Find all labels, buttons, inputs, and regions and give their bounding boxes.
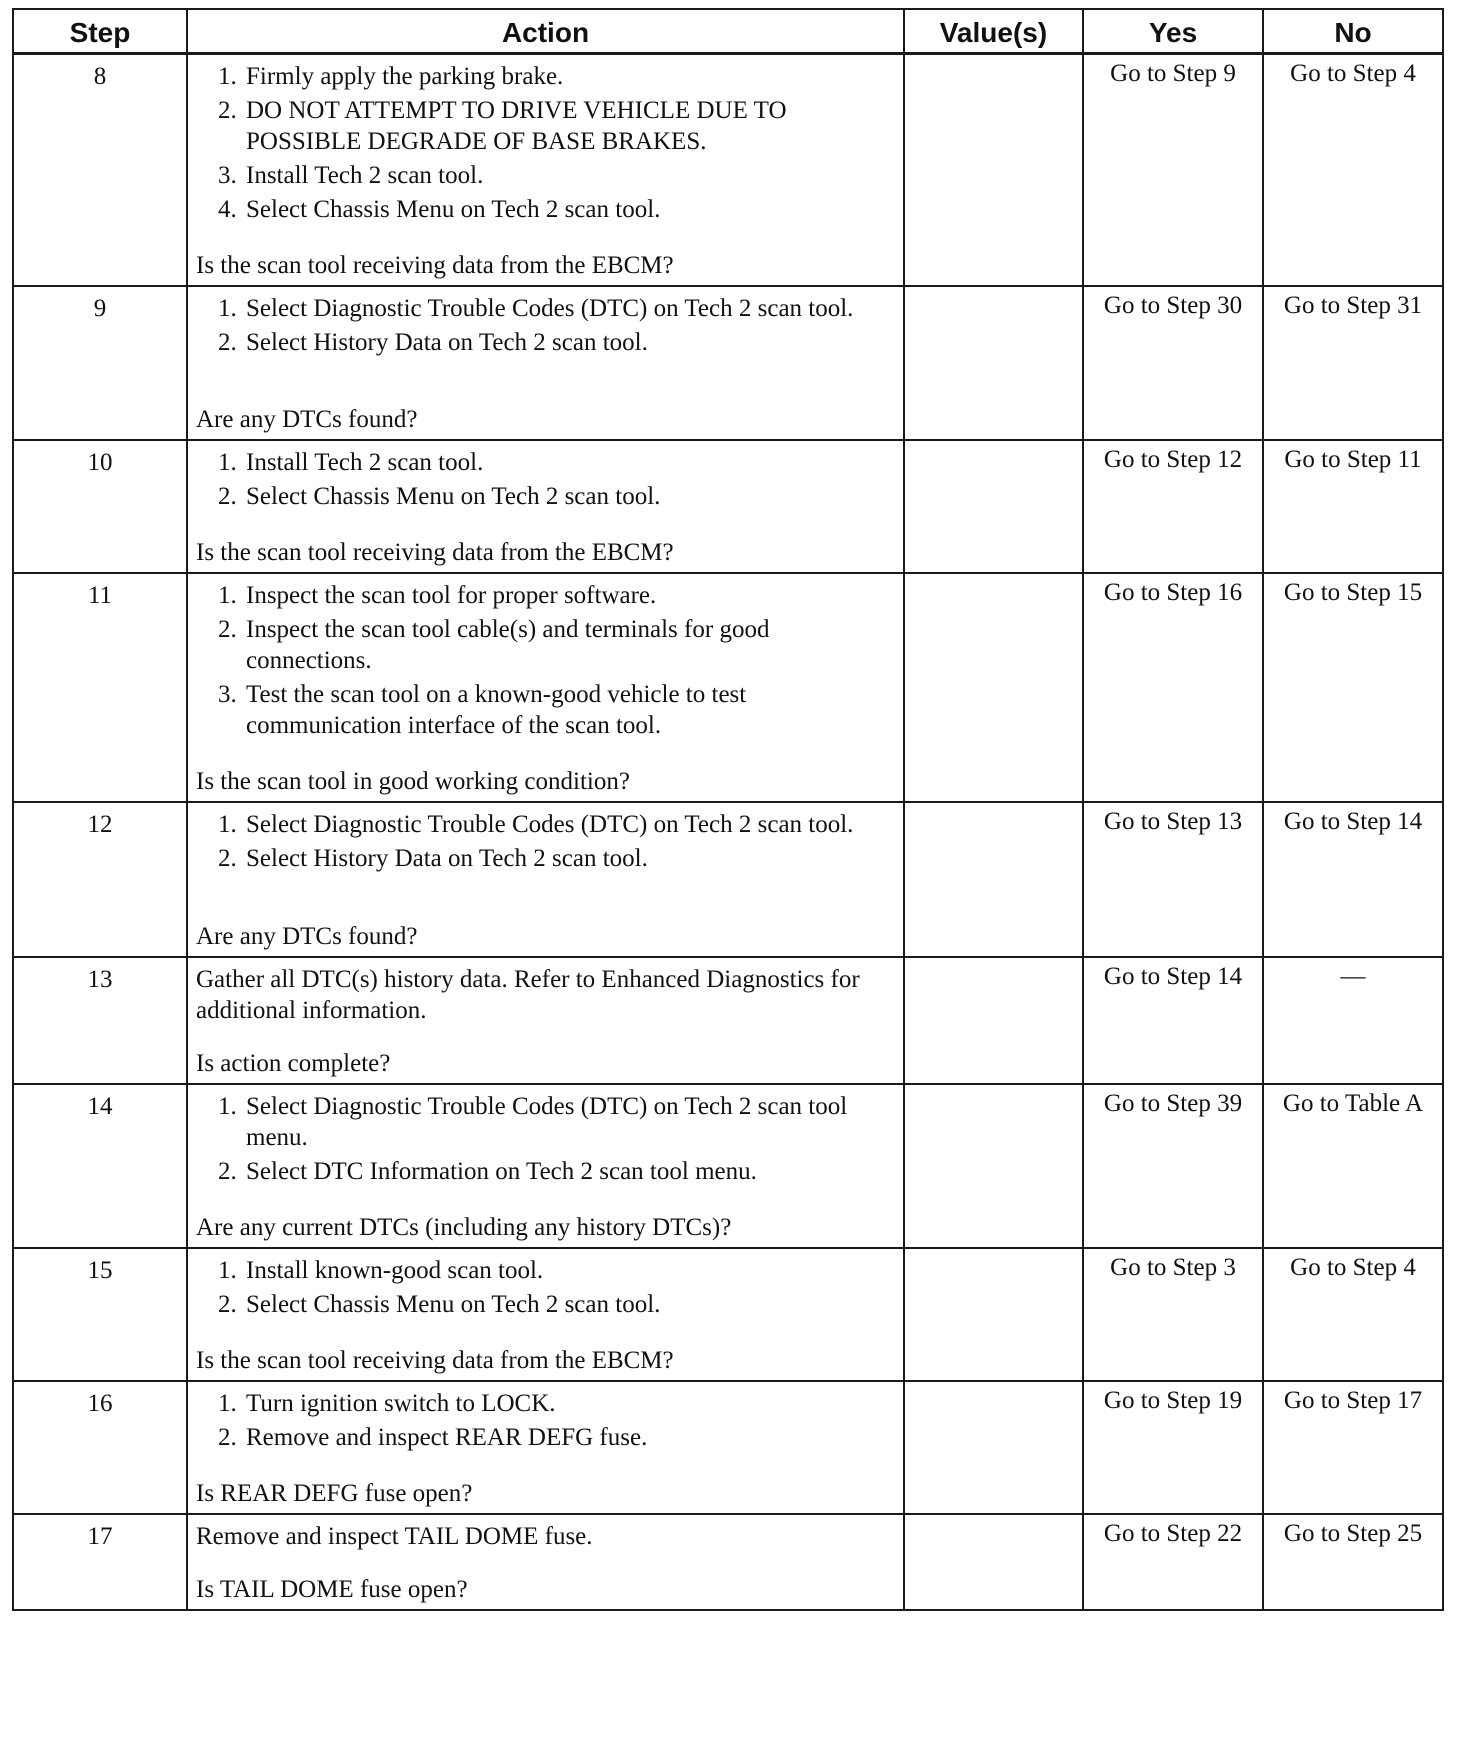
value-cell bbox=[904, 286, 1083, 440]
yes-cell: Go to Step 30 bbox=[1083, 286, 1263, 440]
table-row bbox=[13, 1248, 1443, 1381]
action-question: Are any DTCs found? bbox=[196, 406, 418, 433]
action-item-text: Inspect the scan tool for proper software. bbox=[246, 582, 657, 609]
action-cell bbox=[187, 957, 904, 1084]
action-item-text: Firmly apply the parking brake. bbox=[246, 63, 564, 90]
value-cell bbox=[904, 1248, 1083, 1381]
step-number: 14 bbox=[13, 1084, 187, 1248]
action-item-number: 2. bbox=[218, 845, 237, 872]
action-item-text: Select Diagnostic Trouble Codes (DTC) on Tech 2 scan tool menu. bbox=[246, 1093, 848, 1151]
action-question: Is the scan tool in good working condition? bbox=[196, 768, 630, 795]
action-item bbox=[218, 481, 895, 512]
action-question: Are any current DTCs (including any history DTCs)? bbox=[196, 1214, 732, 1241]
action-list bbox=[196, 809, 895, 877]
action-item-number: 1. bbox=[218, 449, 237, 476]
action-item-text: Select History Data on Tech 2 scan tool. bbox=[246, 329, 648, 356]
step-number: 13 bbox=[13, 957, 187, 1084]
value-cell bbox=[904, 573, 1083, 802]
action-cell bbox=[187, 286, 904, 440]
action-item bbox=[218, 1422, 895, 1453]
action-question: Is REAR DEFG fuse open? bbox=[196, 1480, 473, 1507]
no-cell: Go to Step 15 bbox=[1263, 573, 1443, 802]
step-number: 12 bbox=[13, 802, 187, 957]
action-item-text: Select Chassis Menu on Tech 2 scan tool. bbox=[246, 196, 661, 223]
table-row bbox=[13, 1381, 1443, 1514]
step-number: 8 bbox=[13, 54, 187, 287]
value-cell bbox=[904, 440, 1083, 573]
action-item bbox=[218, 447, 895, 478]
value-cell bbox=[904, 1514, 1083, 1610]
action-item-number: 2. bbox=[218, 616, 237, 643]
action-item-text: Select History Data on Tech 2 scan tool. bbox=[246, 845, 648, 872]
header-row bbox=[13, 9, 1443, 54]
action-list bbox=[196, 61, 895, 228]
action-cell bbox=[187, 1381, 904, 1514]
table-row bbox=[13, 957, 1443, 1084]
table-row bbox=[13, 54, 1443, 287]
value-cell bbox=[904, 1084, 1083, 1248]
action-cell bbox=[187, 573, 904, 802]
no-cell: — bbox=[1263, 957, 1443, 1084]
table-row bbox=[13, 286, 1443, 440]
action-item bbox=[218, 679, 895, 741]
action-item bbox=[218, 843, 895, 874]
no-cell: Go to Step 11 bbox=[1263, 440, 1443, 573]
action-item-number: 1. bbox=[218, 295, 237, 322]
table-row bbox=[13, 1084, 1443, 1248]
action-cell bbox=[187, 802, 904, 957]
table-row bbox=[13, 1514, 1443, 1610]
action-item-number: 2. bbox=[218, 1158, 237, 1185]
action-item bbox=[218, 1091, 895, 1153]
yes-cell: Go to Step 9 bbox=[1083, 54, 1263, 287]
action-cell bbox=[187, 1248, 904, 1381]
action-item-number: 2. bbox=[218, 329, 237, 356]
action-item bbox=[218, 1289, 895, 1320]
no-cell: Go to Step 31 bbox=[1263, 286, 1443, 440]
no-cell: Go to Step 4 bbox=[1263, 1248, 1443, 1381]
value-cell bbox=[904, 54, 1083, 287]
action-item bbox=[218, 194, 895, 225]
yes-cell: Go to Step 19 bbox=[1083, 1381, 1263, 1514]
action-item-number: 2. bbox=[218, 97, 237, 124]
action-cell bbox=[187, 440, 904, 573]
action-item-number: 1. bbox=[218, 811, 237, 838]
step-number: 16 bbox=[13, 1381, 187, 1514]
action-list bbox=[196, 1388, 895, 1456]
action-item-number: 1. bbox=[218, 63, 237, 90]
header-action: Action bbox=[187, 9, 904, 54]
action-item-text: Turn ignition switch to LOCK. bbox=[246, 1390, 556, 1417]
action-item-text: DO NOT ATTEMPT TO DRIVE VEHICLE DUE TO POSSIBLE DEGRADE OF BASE BRAKES. bbox=[246, 97, 787, 155]
table-row bbox=[13, 802, 1443, 957]
header-values: Value(s) bbox=[904, 9, 1083, 54]
action-item bbox=[218, 61, 895, 92]
action-question: Are any DTCs found? bbox=[196, 923, 418, 950]
no-cell: Go to Step 25 bbox=[1263, 1514, 1443, 1610]
action-item-text: Inspect the scan tool cable(s) and terminals for good connections. bbox=[246, 616, 770, 674]
action-item-text: Install known-good scan tool. bbox=[246, 1257, 544, 1284]
action-item-number: 2. bbox=[218, 1291, 237, 1318]
action-item bbox=[218, 95, 895, 157]
action-list bbox=[196, 580, 895, 744]
diagnostic-table bbox=[12, 8, 1444, 1611]
action-item-number: 1. bbox=[218, 1257, 237, 1284]
action-item bbox=[218, 327, 895, 358]
action-item bbox=[218, 614, 895, 676]
table-row bbox=[13, 440, 1443, 573]
no-cell: Go to Step 14 bbox=[1263, 802, 1443, 957]
no-cell: Go to Step 17 bbox=[1263, 1381, 1443, 1514]
action-question: Is the scan tool receiving data from the EBCM? bbox=[196, 1347, 674, 1374]
yes-cell: Go to Step 12 bbox=[1083, 440, 1263, 573]
value-cell bbox=[904, 802, 1083, 957]
action-item-number: 3. bbox=[218, 681, 237, 708]
action-item-number: 3. bbox=[218, 162, 237, 189]
step-number: 10 bbox=[13, 440, 187, 573]
no-cell: Go to Step 4 bbox=[1263, 54, 1443, 287]
action-question: Is the scan tool receiving data from the EBCM? bbox=[196, 539, 674, 566]
action-cell bbox=[187, 1514, 904, 1610]
action-cell bbox=[187, 54, 904, 287]
action-item-text: Install Tech 2 scan tool. bbox=[246, 162, 484, 189]
header-no: No bbox=[1263, 9, 1443, 54]
step-number: 9 bbox=[13, 286, 187, 440]
action-item-text: Install Tech 2 scan tool. bbox=[246, 449, 484, 476]
header-step: Step bbox=[13, 9, 187, 54]
action-item bbox=[218, 160, 895, 191]
action-item-text: Remove and inspect REAR DEFG fuse. bbox=[246, 1424, 648, 1451]
action-item-number: 2. bbox=[218, 1424, 237, 1451]
action-item-text: Select Diagnostic Trouble Codes (DTC) on Tech 2 scan tool. bbox=[246, 295, 854, 322]
action-item bbox=[218, 293, 895, 324]
header-yes: Yes bbox=[1083, 9, 1263, 54]
action-item-number: 4. bbox=[218, 196, 237, 223]
action-text: Remove and inspect TAIL DOME fuse. bbox=[196, 1523, 593, 1550]
action-question: Is action complete? bbox=[196, 1050, 391, 1077]
action-item bbox=[218, 1255, 895, 1286]
action-question: Is the scan tool receiving data from the EBCM? bbox=[196, 252, 674, 279]
yes-cell: Go to Step 13 bbox=[1083, 802, 1263, 957]
step-number: 17 bbox=[13, 1514, 187, 1610]
action-item-number: 1. bbox=[218, 1093, 237, 1120]
action-item-number: 1. bbox=[218, 1390, 237, 1417]
action-item-text: Select Chassis Menu on Tech 2 scan tool. bbox=[246, 483, 661, 510]
action-item bbox=[218, 809, 895, 840]
action-item-text: Select DTC Information on Tech 2 scan tool menu. bbox=[246, 1158, 757, 1185]
yes-cell: Go to Step 22 bbox=[1083, 1514, 1263, 1610]
yes-cell: Go to Step 14 bbox=[1083, 957, 1263, 1084]
value-cell bbox=[904, 1381, 1083, 1514]
action-text: Gather all DTC(s) history data. Refer to Enhanced Diagnostics for additional information. bbox=[196, 966, 860, 1024]
action-item-text: Select Diagnostic Trouble Codes (DTC) on Tech 2 scan tool. bbox=[246, 811, 854, 838]
yes-cell: Go to Step 3 bbox=[1083, 1248, 1263, 1381]
action-item-text: Test the scan tool on a known-good vehicle to test communication interface of the scan tool. bbox=[246, 681, 747, 739]
action-item bbox=[218, 1388, 895, 1419]
yes-cell: Go to Step 39 bbox=[1083, 1084, 1263, 1248]
action-item-number: 1. bbox=[218, 582, 237, 609]
action-item bbox=[218, 580, 895, 611]
yes-cell: Go to Step 16 bbox=[1083, 573, 1263, 802]
value-cell bbox=[904, 957, 1083, 1084]
action-question: Is TAIL DOME fuse open? bbox=[196, 1576, 468, 1603]
action-item-number: 2. bbox=[218, 483, 237, 510]
table-row bbox=[13, 573, 1443, 802]
step-number: 15 bbox=[13, 1248, 187, 1381]
action-list bbox=[196, 293, 895, 361]
action-item-text: Select Chassis Menu on Tech 2 scan tool. bbox=[246, 1291, 661, 1318]
step-number: 11 bbox=[13, 573, 187, 802]
action-list bbox=[196, 1091, 895, 1190]
no-cell: Go to Table A bbox=[1263, 1084, 1443, 1248]
action-cell bbox=[187, 1084, 904, 1248]
action-item bbox=[218, 1156, 895, 1187]
action-list bbox=[196, 1255, 895, 1323]
action-list bbox=[196, 447, 895, 515]
